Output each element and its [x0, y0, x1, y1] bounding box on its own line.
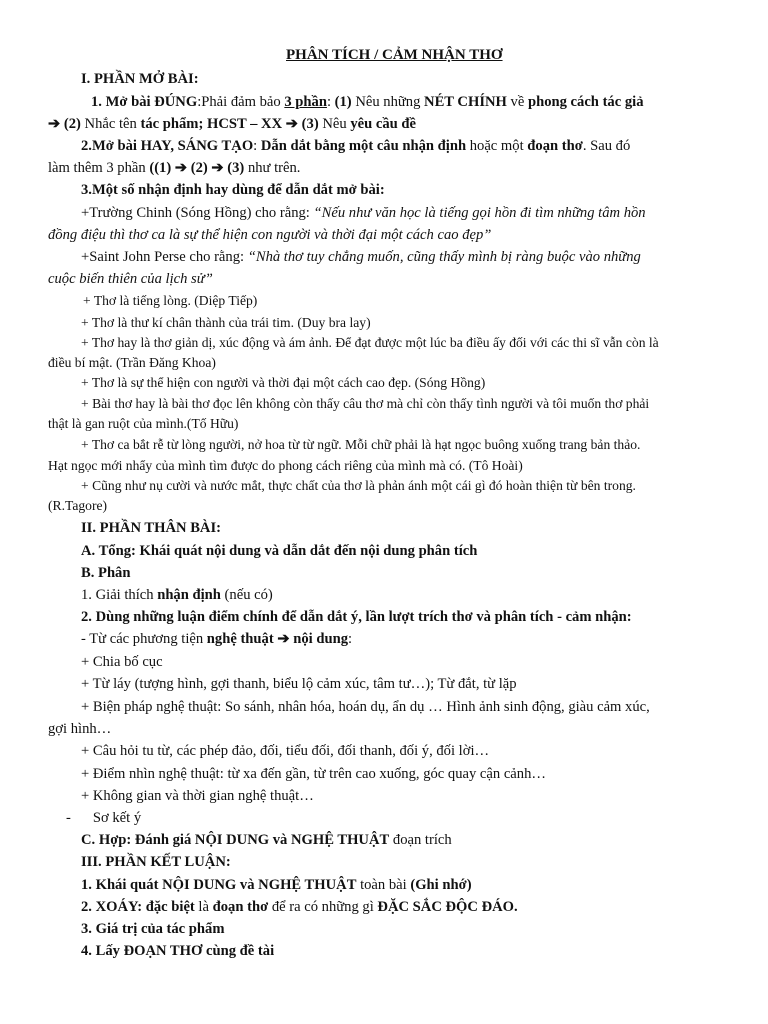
text: (1) [334, 94, 352, 110]
body-b3 [81, 630, 352, 648]
section-1-heading: I. PHẦN MỞ BÀI: [81, 71, 199, 87]
text: phong cách tác giả [527, 94, 644, 110]
section-3-heading: III. PHẦN KẾT LUẬN: [81, 854, 231, 870]
saying-6-line-2: Hạt ngọc mới nhẩy của mình tìm được do phong cách riêng của mình mà có. (Tô Hoài) [48, 458, 523, 473]
text: để ra có những gì [268, 899, 378, 915]
saying-7-line-2: (R.Tagore) [48, 498, 108, 513]
intro-line-4 [48, 159, 300, 177]
body-b5: + Từ láy (tượng hình, gợi thanh, biểu lộ cảm xúc, tâm tư…); Từ đắt, từ lặp [81, 676, 517, 692]
text: Dẫn dắt bằng một câu nhận định [260, 138, 467, 154]
text: ➔ (2) [48, 116, 81, 132]
text: +Saint John Perse cho rằng: [81, 249, 248, 265]
text: nhận định [157, 587, 221, 603]
body-b6-line-2: gợi hình… [48, 721, 112, 737]
text: như trên. [244, 160, 301, 176]
text: đoạn trích [389, 832, 452, 848]
text: nghệ thuật ➔ nội dung [206, 631, 348, 647]
text: là [194, 899, 213, 915]
text: “Nhà thơ tuy chẳng muốn, cũng thấy mình bị ràng buộc vào những [247, 249, 641, 265]
text: Nêu những [351, 94, 425, 110]
quote-1-line-1 [81, 204, 646, 222]
text: 1. Khái quát NỘI DUNG và NGHỆ THUẬT [81, 877, 357, 893]
text: yêu cầu đề [350, 116, 416, 132]
body-b2: 2. Dùng những luận điểm chính để dẫn dắt ý, lần lượt trích thơ và phân tích - cảm nhận: [81, 609, 632, 625]
body-c [81, 831, 452, 849]
text: làm thêm 3 phần [48, 160, 150, 176]
text: (Ghi nhớ) [410, 877, 472, 893]
text: ➔ (3) [282, 116, 319, 132]
saying-3-line-1: + Thơ hay là thơ giản dị, xúc động và ám ảnh. Để đạt được một lúc ba điều ấy đối với các thi sĩ vẫn còn là [81, 335, 659, 350]
conclusion-2 [81, 898, 518, 916]
text: 2. XOÁY: đặc biệt [81, 899, 195, 915]
text: 1. Mở bài ĐÚNG [91, 94, 198, 110]
text: . Sau đó [582, 138, 631, 154]
body-b10 [66, 809, 141, 827]
body-b4: + Chia bố cục [81, 654, 163, 670]
text: Phải đảm bảo [201, 94, 285, 110]
text: hoặc một [466, 138, 528, 154]
intro-line-2 [48, 115, 416, 133]
conclusion-1 [81, 876, 472, 894]
text: A. Tổng [81, 543, 132, 559]
text: về [506, 94, 528, 110]
text: : [348, 631, 353, 647]
text: (nếu có) [220, 587, 273, 603]
saying-5-line-1: + Bài thơ hay là bài thơ đọc lên không còn thấy câu thơ mà chỉ còn thấy tình người và tôi muốn thơ phải [81, 396, 650, 411]
text: toàn bài [356, 877, 411, 893]
body-b7: + Câu hỏi tu từ, các phép đảo, đối, tiểu đối, đối thanh, đối ý, đối lời… [81, 743, 490, 759]
saying-6-line-1: + Thơ ca bắt rễ từ lòng người, nở hoa từ từ ngữ. Mỗi chữ phải là hạt ngọc buông xuống trang bản thảo. [81, 437, 641, 452]
body-b8: + Điểm nhìn nghệ thuật: từ xa đến gần, từ trên cao xuống, góc quay cận cảnh… [81, 766, 546, 782]
text: - Từ các phương tiện [81, 631, 207, 647]
text: C. Hợp: Đánh giá NỘI DUNG và NGHỆ THUẬT [81, 832, 390, 848]
text: ((1) ➔ (2) ➔ (3) [149, 160, 245, 176]
saying-5-line-2: thật là gan ruột của mình.(Tố Hữu) [48, 416, 239, 431]
text: Nhắc tên [80, 116, 141, 132]
text: đoạn thơ [212, 899, 269, 915]
text: đoạn thơ [527, 138, 583, 154]
saying-1: + Thơ là tiếng lòng. (Diệp Tiếp) [83, 293, 258, 308]
conclusion-4: 4. Lấy ĐOẠN THƠ cùng đề tài [81, 943, 275, 959]
text: : [197, 94, 202, 110]
text: : [253, 138, 261, 154]
text: +Trường Chinh (Sóng Hồng) cho rằng: [81, 205, 314, 221]
saying-4: + Thơ là sự thể hiện con người và thời đại một cách cao đẹp. (Sóng Hồng) [81, 375, 486, 390]
body-b: B. Phân [81, 565, 131, 581]
dash: - [66, 810, 71, 826]
text: Sơ kết ý [92, 810, 142, 826]
text: ĐẶC SẮC ĐỘC ĐÁO. [377, 899, 518, 915]
intro-line-3 [81, 137, 630, 155]
saying-2: + Thơ là thư kí chân thành của trái tim. (Duy bra lay) [81, 315, 371, 330]
quote-2-line-1 [81, 248, 641, 266]
conclusion-3: 3. Giá trị của tác phẩm [81, 921, 225, 937]
text: 2.Mở bài HAY, SÁNG TẠO [81, 138, 254, 154]
text: “Nếu như văn học là tiếng gọi hồn đi tìm những tâm hồn [313, 205, 646, 221]
text: 1. Giải thích [81, 587, 158, 603]
body-b6-line-1: + Biện pháp nghệ thuật: So sánh, nhân hóa, hoán dụ, ẩn dụ … Hình ảnh sinh động, giàu cảm xúc, [81, 699, 650, 715]
text: : Khái quát nội dung và dẫn dắt đến nội dung phân tích [131, 543, 478, 559]
text: 3 phần [284, 94, 327, 110]
quote-1-line-2: đồng điệu thì thơ ca là sự thể hiện con người và thời đại một cách cao đẹp” [48, 227, 492, 243]
body-a [81, 542, 477, 560]
quote-2-line-2: cuộc biến thiên của lịch sử” [48, 271, 213, 287]
body-b9: + Không gian và thời gian nghệ thuật… [81, 788, 314, 804]
saying-3-line-2: điều bí mật. (Trần Đăng Khoa) [48, 355, 216, 370]
text: ; HCST – XX [198, 116, 283, 132]
text: : [326, 94, 335, 110]
text: NÉT CHÍNH [424, 94, 507, 110]
intro-line-1 [91, 93, 644, 111]
intro-line-5: 3.Một số nhận định hay dùng để dẫn dắt mở bài: [81, 182, 385, 198]
text: Nêu [318, 116, 351, 132]
text: tác phẩm [140, 116, 199, 132]
body-b1 [81, 586, 273, 604]
saying-7-line-1: + Cũng như nụ cười và nước mắt, thực chất của thơ là phản ánh một cái gì đó hoàn thiện từ bên trong. [81, 478, 636, 493]
section-2-heading: II. PHẦN THÂN BÀI: [81, 520, 222, 536]
page-title: PHÂN TÍCH / CẢM NHẬN THƠ [286, 47, 503, 63]
